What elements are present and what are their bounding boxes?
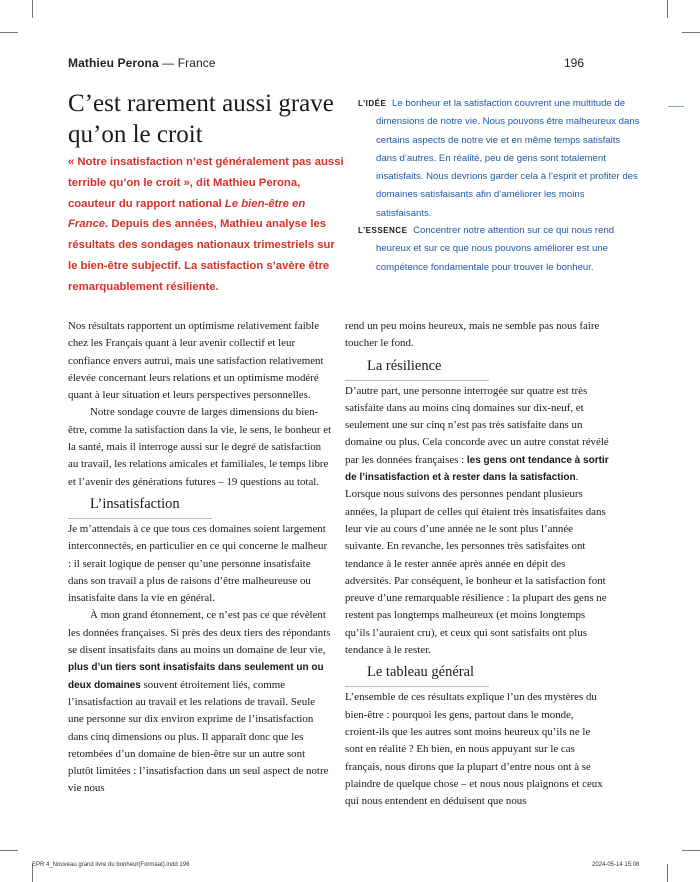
sidebar-essence (358, 222, 642, 277)
crop-mark (0, 32, 18, 33)
lead-paragraph (68, 152, 346, 298)
heading-rule (345, 686, 489, 687)
lead-text: « Notre insatisfaction n’est généralement pas aussi terrible qu’on le croit », dit Mathieu Perona, coauteur du rapport national (68, 156, 344, 210)
print-slug-date: 2024-05-14 15:08 (592, 862, 640, 868)
author-name: Mathieu Perona (68, 56, 159, 70)
article-title: C’est rarement aussi grave qu’on le croit (68, 90, 334, 148)
margin-rule (668, 106, 684, 107)
crop-mark (682, 32, 700, 33)
paragraph-text: . Lorsque nous suivons des personnes pendant plusieurs années, la plupart de celles qui étaient très insatisfaites dans leur vie au cours d’une année ne le sont plus l’année suivante. En revanche, les personnes très satisfaites ont tendance à le rester année après année en dépit des adversités. Par conséquent, le bonheur et la satisfaction font preuve d’une remarquable résilience : la plupart des gens ne restent pas longtemps malheureux (et moins longtemps qu’ils l’auraient cru), et ceux qui sont satisfaits ont plus tendance à le rester. (345, 471, 607, 657)
paragraph-text: À mon grand étonnement, ce n’est pas ce que révèlent les données françaises. Si près des deux tiers des répondants se disent insatisfaits dans au moins un domaine de leur vie, (68, 609, 331, 657)
crop-mark (0, 850, 18, 851)
crop-mark (667, 0, 668, 18)
heading-rule (68, 518, 212, 519)
right-column (345, 318, 609, 810)
paragraph-text: souvent étroitement liés, comme l’insatisfaction au travail et les relations de travail. Seule une personne sur dix environ exprime de l’insatisfaction dans cinq dimensions ou plus. Il apparaît donc que les retombées d’un domaine de bien-être sur un autre sont plutôt limitées : l’insatisfaction dans un seul aspect de notre vie nous (68, 678, 329, 795)
paragraph-text: D’autre part, une personne interrogée sur quatre est très satisfaite dans au moins cinq domaines sur dix-neuf, et seulement une sur cinq n’est pas très satisfaite dans un domaine ou plus. Cela concorde avec un autre constat révélé par les données françaises : (345, 384, 609, 466)
paragraph: Nos résultats rapportent un optimisme relativement faible chez les Français quant à leur avenir collectif et leur confiance envers autrui, mais une satisfaction relativement élevée concernant leurs relations et un optimisme modéré quant à leur situation et leurs perspectives personnelles. (68, 320, 324, 402)
page-number: 196 (564, 56, 585, 70)
report-title: Le bien-être en France (68, 197, 306, 231)
left-column (68, 318, 332, 798)
highlight-text: plus d’un tiers sont insatisfaits dans seulement un ou deux domaines (68, 662, 324, 691)
paragraph: Notre sondage couvre de larges dimensions du bien-être, comme la satisfaction dans la vie, le sens, le bonheur et la santé, mais il interroge aussi sur le degré de satisfaction au travail, les relations amicales et familiales, le temps libre et l’avenir des générations futures – 19 questions au total. (68, 406, 332, 488)
paragraph: rend un peu moins heureux, mais ne semble pas nous faire toucher le fond. (345, 320, 600, 350)
section-heading (345, 353, 609, 383)
essence-text: Concentrer notre attention sur ce qui nous rend heureux et sur ce que nous pouvons améliorer est une compétence fondamentale pour trouver le bonheur. (376, 225, 615, 273)
sidebar-idee (358, 95, 642, 223)
country: France (177, 56, 216, 70)
crop-mark (32, 0, 33, 18)
section-heading (68, 491, 332, 521)
print-slug-file: EPR 4_Nouveau grand livre du bonheur(Formaat).indd 196 (32, 862, 190, 868)
lead-text: . Depuis des années, Mathieu analyse les résultats des sondages nationaux trimestriels sur le bien-être subjectif. La satisfaction s’avère être remarquablement résiliente. (68, 218, 335, 293)
section-heading-text: La résilience (367, 357, 442, 374)
paragraph (68, 607, 332, 797)
paragraph: L’ensemble de ces résultats explique l’un des mystères du bien-être : pourquoi les gens, partout dans le monde, croient-ils que les autres sont moins heureux qu’ils ne le sont en réalité ? Eh bien, en nous appuyant sur le cas français, nous dirons que la plupart d’entre nous ont à se plaindre de quelque chose – et nous nous plaignons et ceux qui nous entendent en déduisent que nous (345, 691, 603, 808)
head-separator: — (158, 56, 178, 70)
paragraph (345, 383, 609, 660)
idee-label: L’IDÉE (358, 99, 387, 108)
highlight-text: les gens ont tendance à sortir de l’insatisfaction et à rester dans la satisfaction (345, 454, 609, 484)
crop-mark (682, 850, 700, 851)
idee-text: Le bonheur et la satisfaction couvrent une multitude de dimensions de notre vie. Nous pouvons être malheureux dans certains aspects de notre vie et en même temps satisfaits dans d’autres. En réalité, peu de gens sont totalement insatisfaits. Nous devrions garder cela à l’esprit et profiter des domaines satisfaisants afin d’améliorer les moins satisfaisants. (376, 98, 640, 219)
crop-mark (667, 864, 668, 882)
heading-rule (345, 380, 489, 381)
running-head (68, 56, 216, 70)
essence-label: L’ESSENCE (358, 226, 408, 235)
section-heading-text: Le tableau général (367, 664, 475, 681)
section-heading (345, 659, 609, 689)
section-heading-text: L’insatisfaction (90, 495, 180, 512)
paragraph: Je m’attendais à ce que tous ces domaines soient largement interconnectés, en particulier en ce qui concerne le malheur : il serait logique de penser qu’une personne insatisfaite dans son travail a plus de raisons d’être malheureuse ou insatisfaite dans la vie en général. (68, 522, 328, 605)
